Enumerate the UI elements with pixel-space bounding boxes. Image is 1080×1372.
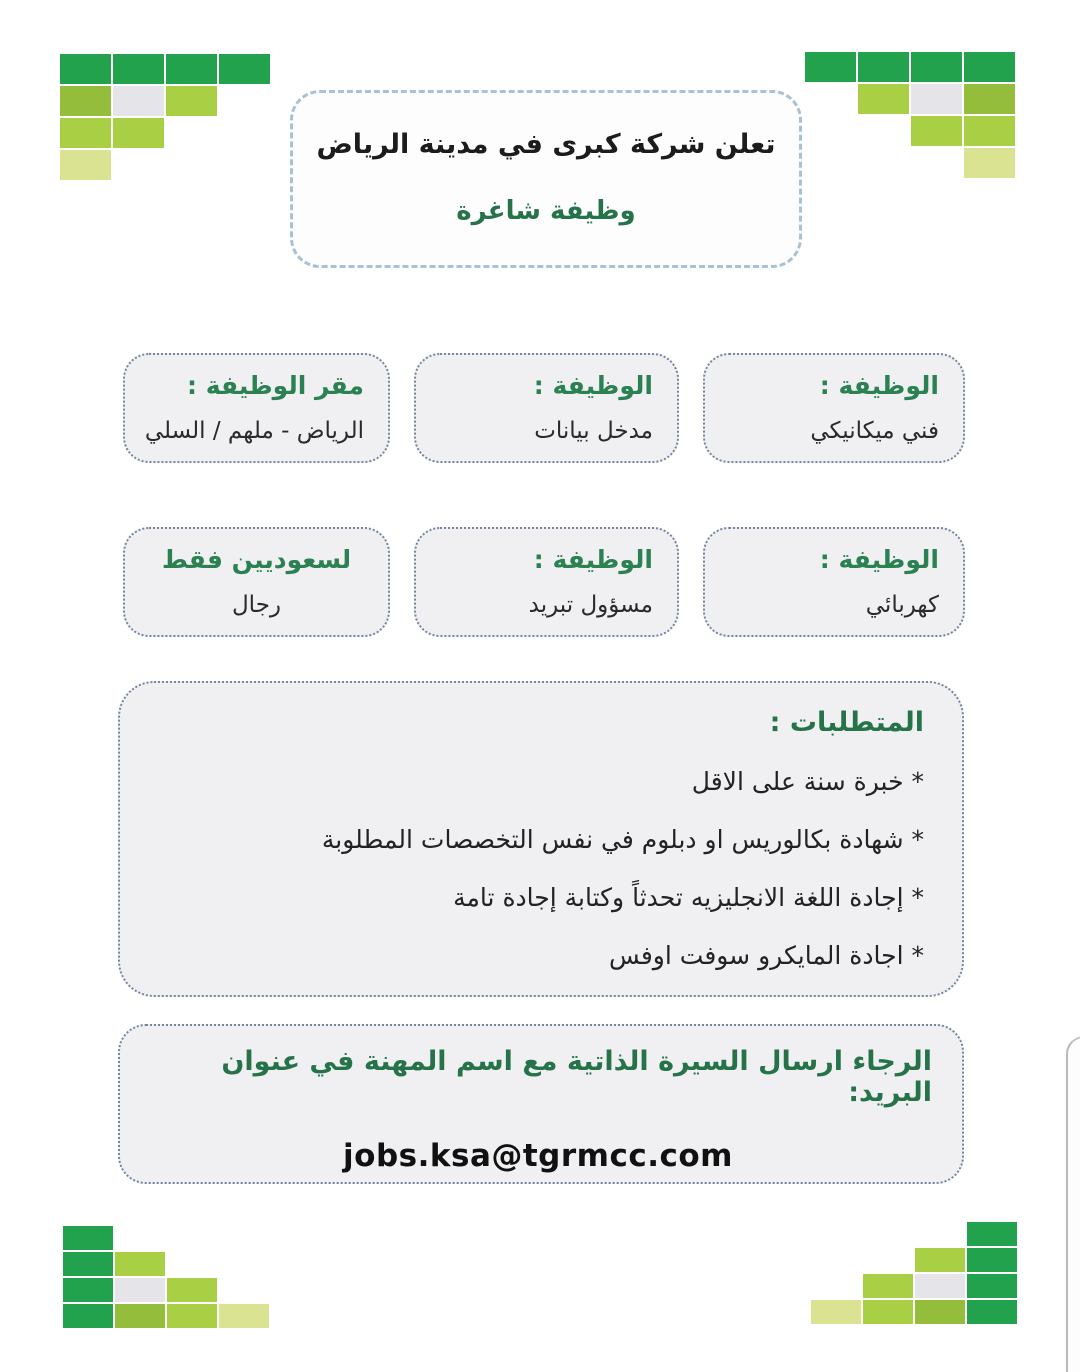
next-page-edge: [1066, 1036, 1080, 1372]
contact-box: [118, 1024, 964, 1184]
pixel-decoration-top-right-icon: [805, 52, 1015, 180]
job-label: الوظيفة :: [819, 371, 939, 400]
job-value: الرياض - ملهم / السلي: [144, 418, 364, 444]
job-box-data-entry: [414, 353, 679, 463]
pixel-decoration-bottom-right-icon: [811, 1222, 1017, 1326]
job-box-saudis-only: [123, 527, 390, 637]
requirements-title: المتطلبات :: [769, 707, 924, 738]
job-label: الوظيفة :: [533, 545, 653, 574]
jobs-row-1: [123, 353, 965, 463]
requirement-item: * خبرة سنة على الاقل: [691, 767, 924, 796]
requirements-box: [118, 681, 964, 997]
requirement-item: * اجادة المايكرو سوفت اوفس: [608, 941, 924, 970]
job-value: كهربائي: [865, 592, 939, 618]
job-box-cooling-officer: [414, 527, 679, 637]
job-box-electrician: [703, 527, 965, 637]
job-value: فني ميكانيكي: [810, 418, 939, 444]
job-label: لسعوديين فقط: [161, 545, 352, 574]
announcement-box: [290, 90, 802, 268]
job-value: مدخل بيانات: [534, 418, 653, 444]
contact-email: jobs.ksa@tgrmcc.com: [343, 1138, 733, 1174]
job-box-location: [123, 353, 390, 463]
job-box-mechanic: [703, 353, 965, 463]
job-value: رجال: [231, 592, 282, 618]
vacancy-title: وظيفة شاغرة: [456, 196, 636, 226]
jobs-row-2: [123, 527, 965, 637]
job-label: الوظيفة :: [533, 371, 653, 400]
pixel-decoration-top-left-icon: [60, 54, 270, 182]
contact-instruction: الرجاء ارسال السيرة الذاتية مع اسم المهنة في عنوان البريد:: [221, 1046, 932, 1108]
job-label: الوظيفة :: [819, 545, 939, 574]
requirement-item: * إجادة اللغة الانجليزيه تحدثاً وكتابة إجادة تامة: [453, 883, 924, 912]
job-label: مقر الوظيفة :: [187, 371, 364, 400]
requirement-item: * شهادة بكالوريس او دبلوم في نفس التخصصات المطلوبة: [321, 825, 924, 854]
pixel-decoration-bottom-left-icon: [63, 1226, 269, 1330]
job-value: مسؤول تبريد: [528, 592, 653, 618]
announcement-text: تعلن شركة كبرى في مدينة الرياض: [316, 129, 776, 160]
